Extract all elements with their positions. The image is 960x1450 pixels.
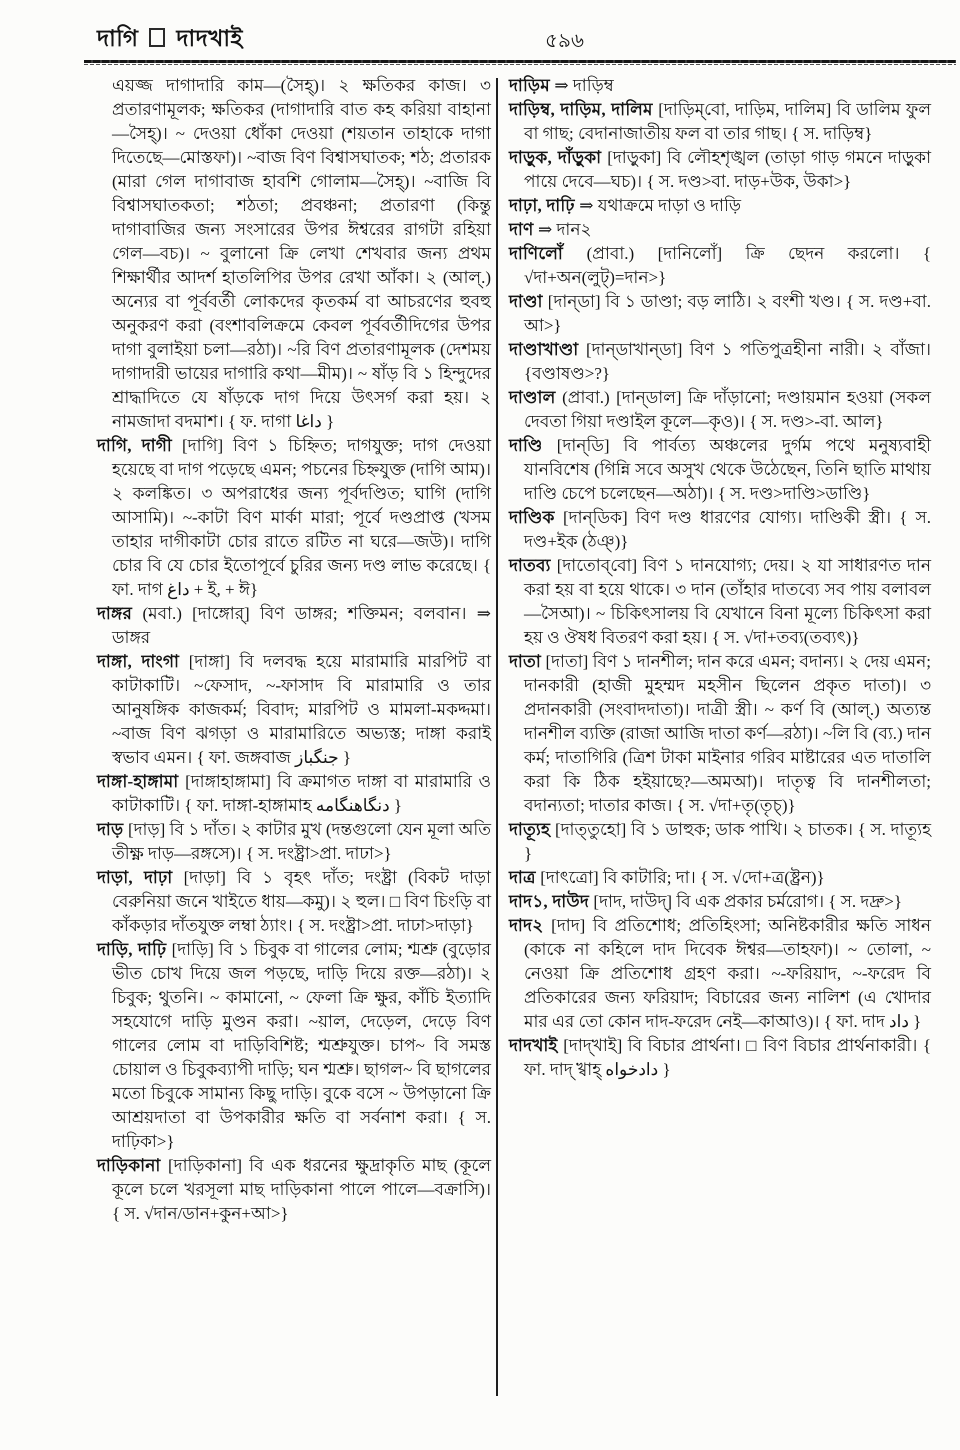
separator-box-icon <box>149 28 165 47</box>
dictionary-entry <box>509 650 931 818</box>
left-column <box>97 74 491 1226</box>
entry-headword: দাতা <box>509 652 546 671</box>
entry-headword: দাদ১, দাউদ <box>509 892 594 911</box>
dictionary-entry <box>509 98 931 146</box>
entry-headword: দাড়িম <box>509 76 555 95</box>
dictionary-entry <box>509 1034 931 1082</box>
dictionary-entry <box>97 938 491 1154</box>
entry-headword: দাণ্ডিক <box>509 508 563 527</box>
entry-body: [দান্‌ডি] বি পার্বত্য অঞ্চলের দুর্গম পথে মনুষ্যবাহী যানবিশেষ (গিন্নি সবে অসুখ থেকে উঠেছেন, তিনি ছাতি মাথায় দাণ্ডি চেপে চলেছেন—অঠা)। { স. দণ্ড>দাণ্ডি>ডাণ্ডি} <box>524 436 931 503</box>
entry-body: [দাগি] বিণ ১ চিহ্নিত; দাগযুক্ত; দাগ দেওয়া হয়েছে বা দাগ পড়েছে এমন; পচনের চিহ্নযুক্ত (দাগি আম)। ২ কলঙ্কিত। ৩ অপরাধের জন্য পূর্বদণ্ডিত; ঘাগি (দাগি আসামি)। ~-কাটা বিণ মার্কা মারা; পূর্বে দণ্ডপ্রাপ্ত (খসম তাহার দাগীকাটা চোর রাতে রটিত না ঘরে—জউ)। দাগি চোর বি যে চোর ইতোপূর্বে চুরির জন্য দণ্ড লাভ করেছে। { ফা. দাগ داغ + ই, + ঈ} <box>112 436 491 599</box>
dictionary-entry <box>509 74 931 98</box>
entry-body: [দাদ, দাউদ্] বি এক প্রকার চর্মরোগ। { স. দদ্রু>} <box>593 892 903 911</box>
column-divider <box>496 78 498 1396</box>
right-column <box>509 74 931 1082</box>
dictionary-entry <box>509 386 931 434</box>
entry-body: [দাড়া] বি ১ বৃহৎ দাঁত; দংষ্ট্রা (বিকট দাড়া বেরুনিয়া জনে খাইতে ধায়—কমু)। ২ হুল। □ বিণ চিংড়ি বা কাঁকড়ার দাঁতযুক্ত লম্বা ঠ্যাং। { স. দংষ্ট্রা>প্রা. দাঢা>দাড়া} <box>112 868 491 935</box>
entry-headword: দাত্যূহ <box>509 820 555 839</box>
entry-headword: দাণ্ডা <box>509 292 548 311</box>
dictionary-entry <box>509 290 931 338</box>
entry-body: [দাঙ্গাহাঙ্গামা] বি ক্রমাগত দাঙ্গা বা মারামারি ও কাটাকাটি। { ফা. দাঙ্গা-হাঙ্গামাহ دنگاهنگامه } <box>112 772 491 815</box>
entry-body: [দাতোব্‌বো] বিণ ১ দানযোগ্য; দেয়। ২ যা সাধারণত দান করা হয় বা হয়ে থাকে। ৩ দান (তাঁহার দাতব্যে সব পায় বলাবল—সৈআ)। ~ চিকিৎসালয় বি যেখানে বিনা মূল্যে চিকিৎসা করা হয় ও ঔষধ বিতরণ করা হয়। { স. √দা+তব্য(তব্যৎ)} <box>524 556 931 647</box>
dictionary-entry <box>97 434 491 602</box>
entry-headword: দাঙ্গা, দাংগা <box>97 652 189 671</box>
dictionary-entry <box>509 818 931 866</box>
entry-body: এয়জ্জ দাগাদারি কাম—(সৈহ্)। ২ ক্ষতিকর কাজ। ৩ প্রতারণামূলক; ক্ষতিকর (দাগাদারি বাত কহ করিয়া বাহানা—সৈহ্)। ~ দেওয়া ধোঁকা দেওয়া (শয়তান তাহাকে দাগা দিতেছে—মোস্তফা)। ~বাজ বিণ বিশ্বাসঘাতক; শঠ; প্রতারক (মারা গেল দাগাবাজ হাবশি গোলাম—সৈহ্)। ~বাজি বি বিশ্বাসঘাতকতা; শঠতা; প্রবঞ্চনা; প্রতারণা (কিন্তু দাগাবাজির জন্য সংসারের উপর ঈশ্বরের রাগটা রহিয়া গেল—বচ)। ~ বুলানো ক্রি লেখা শেখবার জন্য প্রথম শিক্ষার্থীর আদর্শ হাতলিপির উপর রেখা আঁকা। ২ (আল্.) অন্যের বা পূর্ববর্তী লোকদের কৃতকর্ম বা আচরণের হুবহু অনুকরণ করা (বংশাবলিক্রমে কেবল পূর্ববর্তীদিগের উপর দাগা বুলাইয়া চলা—রঠা)। ~রি বিণ প্রতারণামূলক (দেশময় দাগাদারী ভায়ের দাগারি কথা—মীম)। ~ ষাঁড় বি ১ হিন্দুদের শ্রাদ্ধাদিতে যে ষাঁড়কে দাগ দিয়ে উৎসর্গ করা হয়। ২ নামজাদা বদমাশ। { ফ. দাগা داغا } <box>112 76 491 431</box>
entry-body: (প্রাবা.) [দান্‌ডাল] ক্রি দাঁড়ানো; দণ্ডায়মান হওয়া (সকল দেবতা গিয়া দণ্ডাইল কূলে—কৃও)। { স. দণ্ড>-বা. আল} <box>524 388 931 431</box>
dictionary-entry <box>509 218 931 242</box>
entry-body: [দান্‌ডাখান্‌ডা] বিণ ১ পতিপুত্রহীনা নারী। ২ বাঁজা। {বণ্ডাষণ্ড>?} <box>524 340 931 383</box>
entry-headword: দাড়ুক, দাঁড়ুকা <box>509 148 608 167</box>
entry-headword: দাণ্ডাখাণ্ডা <box>509 340 586 359</box>
entry-body: ⇒ দাড়িম্ব <box>554 76 614 95</box>
entry-headword: দাগি, দাগী <box>97 436 182 455</box>
entry-headword: দাড় <box>97 820 128 839</box>
entry-headword: দাণ্ডি <box>509 436 557 455</box>
entry-headword: দাড়ি, দাঢ়ি <box>97 940 172 959</box>
entry-headword: দাঢ়া, দাঢ়ি <box>509 196 580 215</box>
dictionary-entry <box>509 434 931 506</box>
dictionary-entry <box>97 602 491 650</box>
entry-body: [দাড়িকানা] বি এক ধরনের ক্ষুদ্রাকৃতি মাছ (কূলে কূলে চলে খরসূলা মাছ দাড়িকানা পালে পালে—বক্রাসি)। { স. √দান/ডান+কুন+আ>} <box>112 1156 491 1223</box>
entry-body: [দাৎত্রো] বি কাটারি; দা। { স. √দো+ত্র(ষ্ট্রন)} <box>540 868 825 887</box>
dictionary-entry <box>509 866 931 890</box>
header-rule <box>84 60 956 66</box>
dictionary-entry <box>509 194 931 218</box>
entry-headword: দাণ্ডাল <box>509 388 563 407</box>
dictionary-entry <box>509 554 931 650</box>
entry-headword: দাণ <box>509 220 538 239</box>
running-head-first-word: দাগি <box>97 26 139 51</box>
entry-body: [দান্‌ডিক] বিণ দণ্ড ধারণের যোগ্য। দাণ্ডিকী স্ত্রী। { স. দণ্ড+ইক (ঠঞ্)} <box>524 508 931 551</box>
entry-body: (প্রাবা.) [দানিলোঁ] ক্রি ছেদন করলো। { √দা+অন(লুট্)=দান>} <box>524 244 931 287</box>
entry-body: [দাঙ্গা] বি দলবদ্ধ হয়ে মারামারি মারপিট বা কাটাকাটি। ~ফেসাদ, ~-ফাসাদ বি মারামারি ও তার আনুষঙ্গিক কাজকর্ম; বিবাদ; মারপিট ও মামলা-মকদ্দমা। ~বাজ বিণ ঝগড়া ও মারামারিতে অভ্যস্ত; দাঙ্গা করাই স্বভাব এমন। { ফা. জঙ্গবাজ جنگباز } <box>112 652 491 767</box>
dictionary-entry <box>509 890 931 914</box>
entry-body: ⇒ যথাক্রমে দাড়া ও দাড়ি <box>579 196 741 215</box>
dictionary-entry <box>97 818 491 866</box>
dictionary-entry <box>97 770 491 818</box>
dictionary-entry <box>97 1154 491 1226</box>
entry-headword: দাঙ্গা-হাঙ্গামা <box>97 772 186 791</box>
dictionary-entry <box>509 242 931 290</box>
dictionary-entry <box>97 650 491 770</box>
running-head <box>97 20 243 59</box>
dictionary-entry <box>509 338 931 386</box>
entry-headword: দাদখাই <box>509 1036 564 1055</box>
entry-headword: দাড়িম্ব, দাড়িম, দালিম <box>509 100 659 119</box>
entry-body: ⇒ দান২ <box>538 220 592 239</box>
dictionary-entry <box>97 74 491 434</box>
entry-body: [দাত্‌তুহো] বি ১ ডাহুক; ডাক পাখি। ২ চাতক। { স. দাত্যূহ } <box>524 820 931 863</box>
entry-body: [দাড়ি] বি ১ চিবুক বা গালের লোম; শ্মশ্রু (বুড়োর ভীত চোখ দিয়ে জল পড়ছে, দাড়ি দিয়ে রক্ত—রঠা)। ২ চিবুক; থুতনি। ~ কামানো, ~ ফেলা ক্রি ক্ষুর, কাঁচি ইত্যাদি সহযোগে দাড়ি মুণ্ডন করা। ~য়াল, দেড়েল, দেড়ে বিণ গালের লোম বা দাড়িবিশিষ্ট; শ্মশ্রুযুক্ত। চাপ~ বি সমস্ত চোয়াল ও চিবুকব্যাপী দাড়ি; ঘন শ্মশ্রু। ছাগল~ বি ছাগলের মতো চিবুকে সামান্য কিছু দাড়ি। বুকে বসে ~ উপড়ানো ক্রি আশ্রয়দাতা বা উপকারীর ক্ষতি বা সর্বনাশ করা। { স. দাঢ়িকা>} <box>112 940 491 1151</box>
entry-body: [দাদ্‌খাই] বি বিচার প্রার্থনা। □ বিণ বিচার প্রার্থনাকারী। { ফা. দাদ্ খ্বাহ্ دادخواه } <box>524 1036 932 1079</box>
entry-body: [দাড়িম্‌বো, দাড়িম, দালিম] বি ডালিম ফুল বা গাছ; বেদানাজাতীয় ফল বা তার গাছ। { স. দাড়িম্ব} <box>524 100 932 143</box>
entry-headword: দাঙ্গর <box>97 604 143 623</box>
entry-body: [দাড়ুকা] বি লৌহশৃঙ্খল (তাড়া গাড় গমনে দাড়ুকা পায়ে দেবে—ঘচ)। { স. দণ্ড>বা. দাড়+উক, উকা>} <box>524 148 931 191</box>
dictionary-entry <box>509 146 931 194</box>
running-head-last-word: দাদখাই <box>176 26 243 51</box>
entry-body: [দান্‌ডা] বি ১ ডাণ্ডা; বড় লাঠি। ২ বংশী খণ্ড। { স. দণ্ড+বা. আ>} <box>524 292 931 335</box>
entry-body: (মবা.) [দাঙ্গোর্] বিণ ডাঙ্গর; শক্তিমন; বলবান। ⇒ ডাঙ্গর <box>112 604 491 647</box>
dictionary-entry <box>509 914 931 1034</box>
dictionary-entry <box>509 506 931 554</box>
entry-headword: দাড়িকানা <box>97 1156 168 1175</box>
entry-headword: দাতব্য <box>509 556 557 575</box>
entry-headword: দাড়া, দাঢ়া <box>97 868 184 887</box>
entry-body: [দাদ] বি প্রতিশোধ; প্রতিহিংসা; অনিষ্টকারীর ক্ষতি সাধন (কাকে না কহিলে দাদ দিবেক ঈশ্বর—তাহফা)। ~ তোলা, ~ নেওয়া ক্রি প্রতিশোধ গ্রহণ করা। ~-ফরিয়াদ, ~-ফরেদ বি প্রতিকারের জন্য ফরিয়াদ; বিচারের জন্য নালিশ (এ খোদার মার এর তো কোন দাদ-ফরেদ নেই—কাআও)। { ফা. দাদ داد } <box>524 916 931 1031</box>
dictionary-entry <box>97 866 491 938</box>
entry-headword: দাত্র <box>509 868 541 887</box>
entry-headword: দাদ২ <box>509 916 552 935</box>
entry-body: [দাড়] বি ১ দাঁত। ২ কাটার মুখ (দন্তগুলো যেন মূলা অতি তীক্ষ্ণ দাড়—রঙ্গসে)। { স. দংষ্ট্রা>প্রা. দাঢা>} <box>112 820 491 863</box>
entry-body: [দাতা] বিণ ১ দানশীল; দান করে এমন; বদান্য। ২ দেয় এমন; দানকারী (হাজী মুহম্মদ মহসীন ছিলেন প্রকৃত দাতা)। ৩ প্রদানকারী (সংবাদদাতা)। দাত্রী স্ত্রী। ~ কর্ণ বি (আল্.) অত্যন্ত দানশীল ব্যক্তি (রাজা আজি দাতা কর্ণ—রঠা)। ~লি বি (ব্য.) দান কর্ম; দাতাগিরি (ত্রিশ টাকা মাইনার গরিব মাষ্টারের এত দাতালি করা কি ঠিক হইয়াছে?—অমআ)। দাতৃত্ব বি দানশীলতা; বদান্যতা; দাতার কাজ। { স. √দা+তৃ(তৃচ্)} <box>524 652 931 815</box>
entry-headword: দাণিলোঁ <box>509 244 587 263</box>
page-number: ৫৯৬ <box>545 30 584 52</box>
